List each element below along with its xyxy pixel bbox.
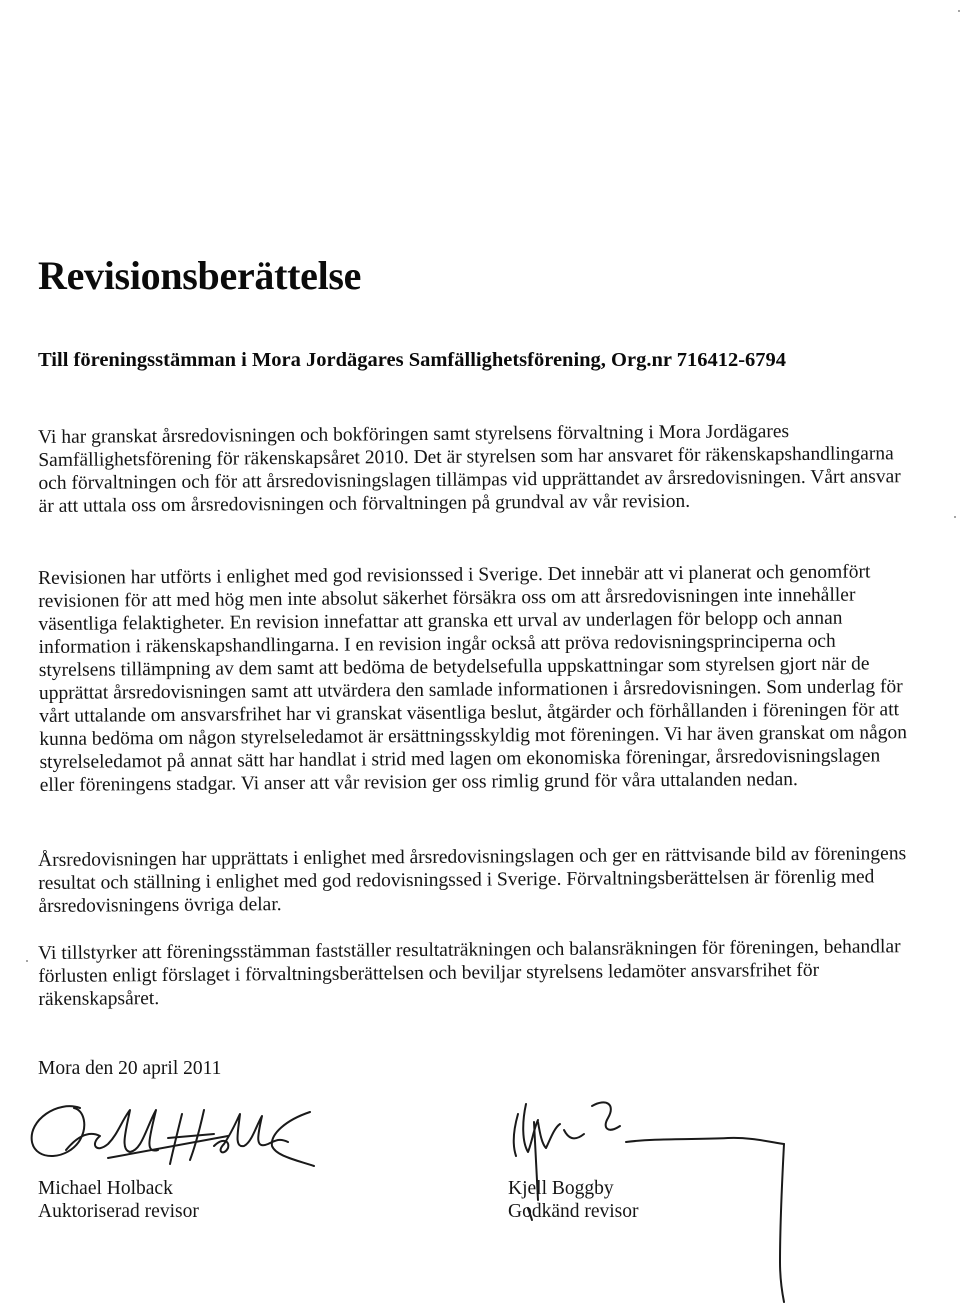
- signatory-2-name: Kjell Boggby: [508, 1178, 614, 1199]
- signatory-1-name: Michael Holback: [38, 1178, 173, 1199]
- scan-speck: [954, 516, 956, 518]
- signatory-1-title: Auktoriserad revisor: [38, 1201, 199, 1222]
- signature-holback-image: [18, 1080, 318, 1180]
- place-and-date: Mora den 20 april 2011: [38, 1058, 222, 1079]
- paragraph-scope: Vi har granskat årsredovisningen och bokföringen samt styrelsens förvaltning i Mora Jordägares Samfällighetsförening för räkenskapsåret 2010. Det är styrelsen som har ansvaret för räkenskapshandlingarna och förvaltningen och för att årsredovisningslagen tillämpas vid upprättandet av årsredovisningen. Vårt ansvar är att uttala oss om årsredovisningen och förvaltningen på grundval av vår revision.: [38, 421, 901, 517]
- paragraph-opinion: Årsredovisningen har upprättats i enlighet med årsredovisningslagen och ger en rättvisande bild av föreningens resultat och ställning i enlighet med god redovisningssed i Sverige. Förvaltningsberättelsen är förenlig med årsredovisningens övriga delar.: [38, 843, 907, 917]
- signatory-2-title: Godkänd revisor: [508, 1201, 639, 1222]
- scan-speck: [26, 960, 28, 962]
- paragraph-recommendation: Vi tillstyrker att föreningsstämman fastställer resultaträkningen och balansräkningen för föreningen, behandlar förlusten enligt förslaget i förvaltningsberättelsen och beviljar styrelsens ledamöter ansvarsfrihet för räkenskapsåret.: [38, 936, 901, 1010]
- document-title: Revisionsberättelse: [38, 253, 362, 298]
- addressee-line: Till föreningsstämman i Mora Jordägares Samfällighetsförening, Org.nr 716412-6794: [38, 349, 787, 371]
- paragraph-audit-method: Revisionen har utförts i enlighet med god revisionssed i Sverige. Det innebär att vi planerat och genomfört revisionen för att med hög men inte absolut säkerhet försäkra oss om att årsredovisningen inte innehåller väsentliga felaktigheter. En revision innefattar att granska ett urval av underlagen för belopp och annan information i räkenskapshandlingarna. I en revision ingår också att pröva redovisningsprinciperna och styrelsens tillämpning av dem samt att bedöma de betydelsefulla uppskattningar som styrelsen gjort när de upprättat årsredovisningen samt att utvärdera den samlade informationen i årsredovisningen. Som underlag för vårt uttalande om ansvarsfrihet har vi granskat väsentliga beslut, åtgärder och förhållanden i föreningen för att kunna bedöma om någon styrelseledamot är ersättningsskyldig mot föreningen. Vi har även granskat om någon styrelseledamot på annat sätt har handlat i strid med lagen om ekonomiska föreningar, årsredovisningslagen eller föreningens stadgar. Vi anser att vår revision ger oss rimlig grund för våra uttalanden nedan.: [38, 561, 908, 796]
